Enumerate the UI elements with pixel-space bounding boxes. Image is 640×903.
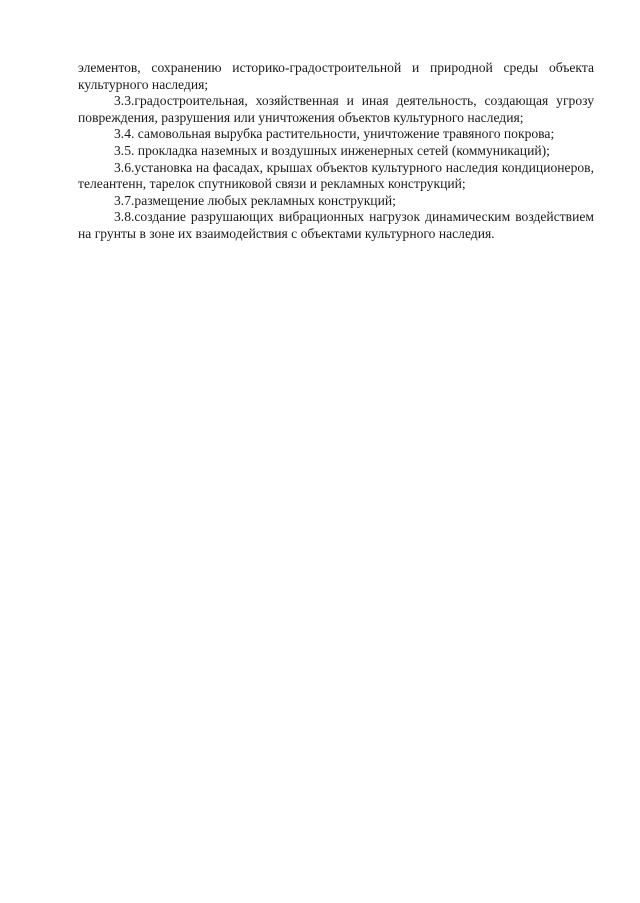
paragraph-item-3-4: 3.4. самовольная вырубка растительности, уничтожение травяного покрова; <box>114 126 555 142</box>
paragraph-item-3-6: 3.6.установка на фасадах, крышах объектов культурного наследия кондиционеров, телеантенн, тарелок спутниковой связи и рекламных конструкций; <box>78 159 594 192</box>
paragraph-item-3-8: 3.8.создание разрушающих вибрационных нагрузок динамическим воздействием на грунты в зоне их взаимодействия с объектами культурного наследия. <box>78 209 594 241</box>
paragraph-continuation: элементов, сохранению историко-градостроительной и природной среды объекта культурного наследия; <box>78 60 594 92</box>
paragraph-item-3-7: 3.7.размещение любых рекламных конструкций; <box>114 192 396 208</box>
document-body <box>78 60 594 243</box>
paragraph-item-3-5: 3.5. прокладка наземных и воздушных инженерных сетей (коммуникаций); <box>114 142 550 158</box>
paragraph-item-3-3: 3.3.градостроительная, хозяйственная и иная деятельность, создающая угрозу повреждения, разрушения или уничтожения объектов культурного наследия; <box>78 93 594 125</box>
